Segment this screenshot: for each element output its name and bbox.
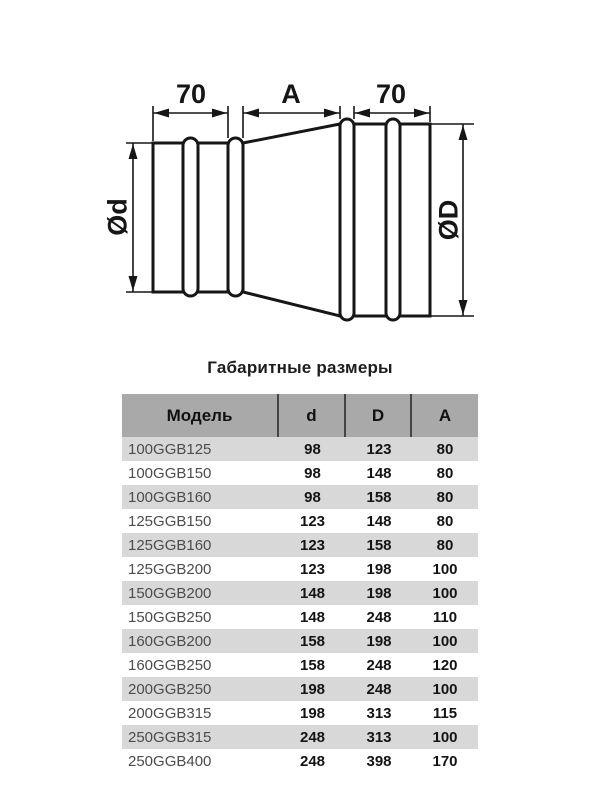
cell-D: 248 <box>366 656 392 674</box>
cell-d: 123 <box>299 536 326 554</box>
cell-d: 148 <box>299 584 326 602</box>
cone-section <box>243 124 340 316</box>
cell-A: 170 <box>432 752 458 770</box>
header-A: A <box>438 405 452 425</box>
cell-A: 100 <box>432 728 458 746</box>
bead-large-2 <box>386 119 400 320</box>
cell-D: 248 <box>366 680 392 698</box>
cell-model: 125GGB150 <box>128 512 212 530</box>
cell-D: 123 <box>366 440 392 458</box>
cell-d: 98 <box>304 488 321 506</box>
cell-D: 158 <box>366 536 392 554</box>
cell-D: 148 <box>366 464 392 482</box>
cell-d: 148 <box>299 608 326 626</box>
cell-model: 100GGB125 <box>128 440 212 458</box>
cell-model: 150GGB250 <box>128 608 212 626</box>
cell-D: 313 <box>366 704 392 722</box>
table-row <box>122 485 478 509</box>
cell-A: 100 <box>432 680 458 698</box>
cell-model: 160GGB250 <box>128 656 212 674</box>
cell-A: 80 <box>436 536 454 554</box>
cell-A: 80 <box>436 512 454 530</box>
reducer-body <box>153 119 430 320</box>
header-d: d <box>279 394 346 437</box>
cell-A: 80 <box>436 488 454 506</box>
reducer-technical-drawing <box>0 0 600 345</box>
table-row <box>122 605 478 629</box>
cell-A: 80 <box>436 464 454 482</box>
dim-label-large-diameter: ØD <box>433 199 464 241</box>
cell-A: 100 <box>432 584 458 602</box>
cell-model: 200GGB315 <box>128 704 212 722</box>
cell-d: 158 <box>299 632 326 650</box>
cell-model: 125GGB160 <box>128 536 212 554</box>
header-D: D <box>346 394 412 437</box>
dimensions-table <box>122 394 478 773</box>
table-row <box>122 581 478 605</box>
table-row <box>122 461 478 485</box>
table-row <box>122 653 478 677</box>
cell-d: 123 <box>299 512 326 530</box>
bead-small-1 <box>183 138 198 296</box>
bead-large-junction <box>340 119 354 320</box>
table-row <box>122 437 478 461</box>
table-row <box>122 629 478 653</box>
cell-model: 160GGB200 <box>128 632 212 650</box>
cell-D: 248 <box>366 608 392 626</box>
cell-d: 98 <box>304 440 321 458</box>
cell-model: 125GGB200 <box>128 560 212 578</box>
cell-model: 250GGB315 <box>128 728 212 746</box>
cell-d: 198 <box>299 704 326 722</box>
table-row <box>122 533 478 557</box>
cell-model: 100GGB160 <box>128 488 212 506</box>
cell-A: 110 <box>432 608 458 626</box>
cell-d: 98 <box>304 464 321 482</box>
cell-model: 200GGB250 <box>128 680 212 698</box>
header-model: Модель <box>122 394 279 437</box>
cell-D: 198 <box>366 560 392 578</box>
dim-label-right-70: 70 <box>375 79 407 109</box>
cell-d: 198 <box>299 680 326 698</box>
cell-D: 198 <box>366 632 392 650</box>
cell-d: 248 <box>299 752 326 770</box>
dim-label-a: A <box>281 79 301 109</box>
cell-A: 100 <box>432 632 458 650</box>
cell-D: 398 <box>366 752 392 770</box>
cell-D: 148 <box>366 512 392 530</box>
cell-d: 248 <box>299 728 326 746</box>
table-row <box>122 557 478 581</box>
cell-A: 100 <box>432 560 458 578</box>
table-row <box>122 701 478 725</box>
cell-d: 158 <box>299 656 326 674</box>
cell-model: 150GGB200 <box>128 584 212 602</box>
table-header-row <box>122 394 478 437</box>
dim-label-small-diameter: Ød <box>102 198 133 236</box>
table-body <box>122 437 478 773</box>
table-title: Габаритные размеры <box>207 358 393 377</box>
table-row <box>122 677 478 701</box>
cell-model: 100GGB150 <box>128 464 212 482</box>
cell-D: 313 <box>366 728 392 746</box>
table-row <box>122 509 478 533</box>
cell-D: 198 <box>366 584 392 602</box>
dim-label-left-70: 70 <box>175 79 207 109</box>
cell-d: 123 <box>299 560 326 578</box>
cell-model: 250GGB400 <box>128 752 212 770</box>
table-row <box>122 749 478 773</box>
cell-A: 80 <box>436 440 454 458</box>
cell-D: 158 <box>366 488 392 506</box>
bead-small-junction <box>228 138 243 296</box>
table-row <box>122 725 478 749</box>
cell-A: 115 <box>432 704 458 722</box>
cell-A: 120 <box>432 656 458 674</box>
